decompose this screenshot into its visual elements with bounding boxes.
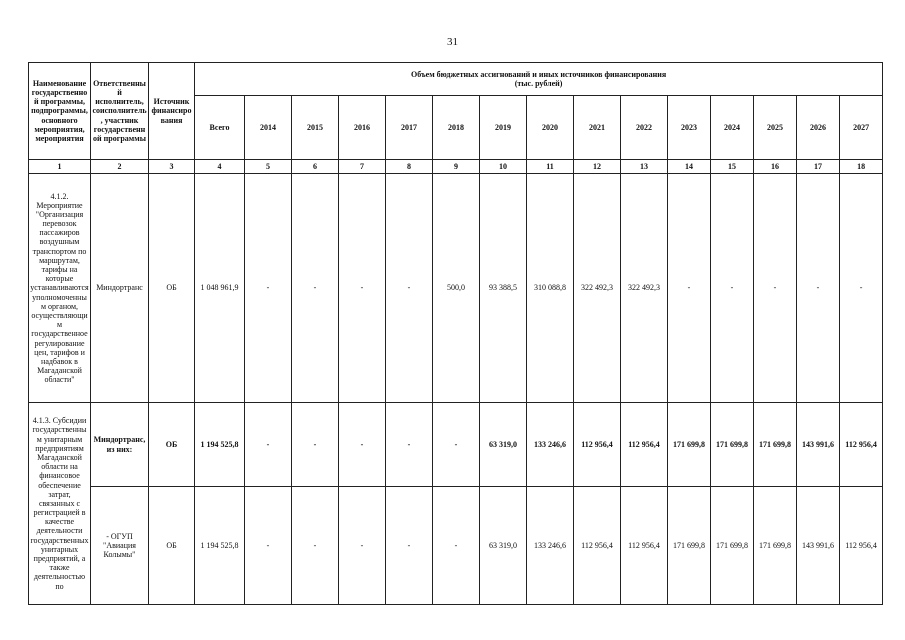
row-value: 500,0 bbox=[433, 174, 480, 403]
row-value: 63 319,0 bbox=[480, 403, 527, 487]
row-value: - bbox=[292, 403, 339, 487]
header-year: 2016 bbox=[339, 96, 386, 160]
column-number: 9 bbox=[433, 160, 480, 174]
row-value: - bbox=[339, 174, 386, 403]
header-year: 2025 bbox=[754, 96, 797, 160]
row-source: ОБ bbox=[149, 487, 195, 605]
header-year: 2018 bbox=[433, 96, 480, 160]
column-number: 14 bbox=[668, 160, 711, 174]
row-value: 171 699,8 bbox=[668, 487, 711, 605]
row-value: - bbox=[292, 174, 339, 403]
row-value: 171 699,8 bbox=[754, 487, 797, 605]
row-value: 171 699,8 bbox=[711, 487, 754, 605]
row-value: 143 991,6 bbox=[797, 403, 840, 487]
column-number: 15 bbox=[711, 160, 754, 174]
row-value: 171 699,8 bbox=[754, 403, 797, 487]
row-value: 112 956,4 bbox=[840, 403, 883, 487]
row-value: - bbox=[433, 487, 480, 605]
header-year: 2026 bbox=[797, 96, 840, 160]
table-row bbox=[29, 403, 883, 487]
row-value: 133 246,6 bbox=[527, 403, 574, 487]
row-value: - bbox=[668, 174, 711, 403]
column-number: 7 bbox=[339, 160, 386, 174]
row-total: 1 048 961,9 bbox=[195, 174, 245, 403]
column-number: 4 bbox=[195, 160, 245, 174]
column-number: 1 bbox=[29, 160, 91, 174]
row-total: 1 194 525,8 bbox=[195, 403, 245, 487]
column-number: 10 bbox=[480, 160, 527, 174]
header-responsible: Ответственный исполнитель, соисполнитель, участник государственной программы bbox=[91, 63, 149, 160]
column-number: 13 bbox=[621, 160, 668, 174]
row-value: 322 492,3 bbox=[621, 174, 668, 403]
row-name: 4.1.3. Субсидии государственным унитарным предприятиям Магаданской области на финансовое обеспечение затрат, связанных с регистрацией в качестве деятельности государственных унитарных предприятий, а также деятельностью по bbox=[29, 403, 91, 605]
row-value: 112 956,4 bbox=[621, 403, 668, 487]
table-row bbox=[29, 174, 883, 403]
row-source: ОБ bbox=[149, 403, 195, 487]
row-value: 322 492,3 bbox=[574, 174, 621, 403]
row-value: - bbox=[245, 174, 292, 403]
column-number: 16 bbox=[754, 160, 797, 174]
column-number: 17 bbox=[797, 160, 840, 174]
row-value: - bbox=[292, 487, 339, 605]
header-year: 2021 bbox=[574, 96, 621, 160]
header-year: 2024 bbox=[711, 96, 754, 160]
column-number: 6 bbox=[292, 160, 339, 174]
row-value: 112 956,4 bbox=[574, 403, 621, 487]
header-funding bbox=[195, 63, 883, 96]
table-row bbox=[29, 487, 883, 605]
header-year: 2015 bbox=[292, 96, 339, 160]
page-number: 31 bbox=[447, 36, 458, 48]
row-name: 4.1.2. Мероприятие "Организация перевозок пассажиров воздушным транспортом по маршрутам, тарифы на которые устанавливаются уполномоченным органом, осуществляющим государственное регулирование цен, тарифов и надбавок в Магаданской области" bbox=[29, 174, 91, 403]
row-source: ОБ bbox=[149, 174, 195, 403]
row-value: 171 699,8 bbox=[711, 403, 754, 487]
header-year: 2014 bbox=[245, 96, 292, 160]
header-year: 2027 bbox=[840, 96, 883, 160]
column-number: 2 bbox=[91, 160, 149, 174]
row-value: - bbox=[711, 174, 754, 403]
funding-units: (тыс. рублей) bbox=[514, 79, 563, 88]
column-number: 11 bbox=[527, 160, 574, 174]
row-value: 112 956,4 bbox=[840, 487, 883, 605]
header-year: 2017 bbox=[386, 96, 433, 160]
row-value: 112 956,4 bbox=[574, 487, 621, 605]
header-year: 2019 bbox=[480, 96, 527, 160]
header-name: Наименование государственной программы, подпрограммы, основного мероприятия, мероприятия bbox=[29, 63, 91, 160]
row-value: 63 319,0 bbox=[480, 487, 527, 605]
column-number: 12 bbox=[574, 160, 621, 174]
row-value: - bbox=[245, 487, 292, 605]
row-value: - bbox=[797, 174, 840, 403]
header-year: 2023 bbox=[668, 96, 711, 160]
row-value: - bbox=[433, 403, 480, 487]
budget-table bbox=[28, 62, 883, 605]
column-number: 18 bbox=[840, 160, 883, 174]
row-value: - bbox=[386, 174, 433, 403]
row-responsible: Миндортранс, из них: bbox=[91, 403, 149, 487]
column-number-row bbox=[29, 160, 883, 174]
row-value: 143 991,6 bbox=[797, 487, 840, 605]
row-responsible: Миндортранс bbox=[91, 174, 149, 403]
header-source: Источник финансирования bbox=[149, 63, 195, 160]
column-number: 5 bbox=[245, 160, 292, 174]
row-value: 93 388,5 bbox=[480, 174, 527, 403]
column-number: 8 bbox=[386, 160, 433, 174]
header-total: Всего bbox=[195, 96, 245, 160]
row-value: - bbox=[386, 487, 433, 605]
row-value: 133 246,6 bbox=[527, 487, 574, 605]
row-value: - bbox=[840, 174, 883, 403]
row-value: 171 699,8 bbox=[668, 403, 711, 487]
row-value: - bbox=[339, 403, 386, 487]
header-year: 2022 bbox=[621, 96, 668, 160]
header-year: 2020 bbox=[527, 96, 574, 160]
row-value: - bbox=[339, 487, 386, 605]
row-value: - bbox=[386, 403, 433, 487]
row-value: 310 088,8 bbox=[527, 174, 574, 403]
column-number: 3 bbox=[149, 160, 195, 174]
row-value: - bbox=[754, 174, 797, 403]
row-total: 1 194 525,8 bbox=[195, 487, 245, 605]
row-value: 112 956,4 bbox=[621, 487, 668, 605]
row-value: - bbox=[245, 403, 292, 487]
funding-title: Объем бюджетных ассигнований и иных источников финансирования bbox=[410, 69, 667, 79]
row-responsible: - ОГУП "Авиация Колымы" bbox=[91, 487, 149, 605]
